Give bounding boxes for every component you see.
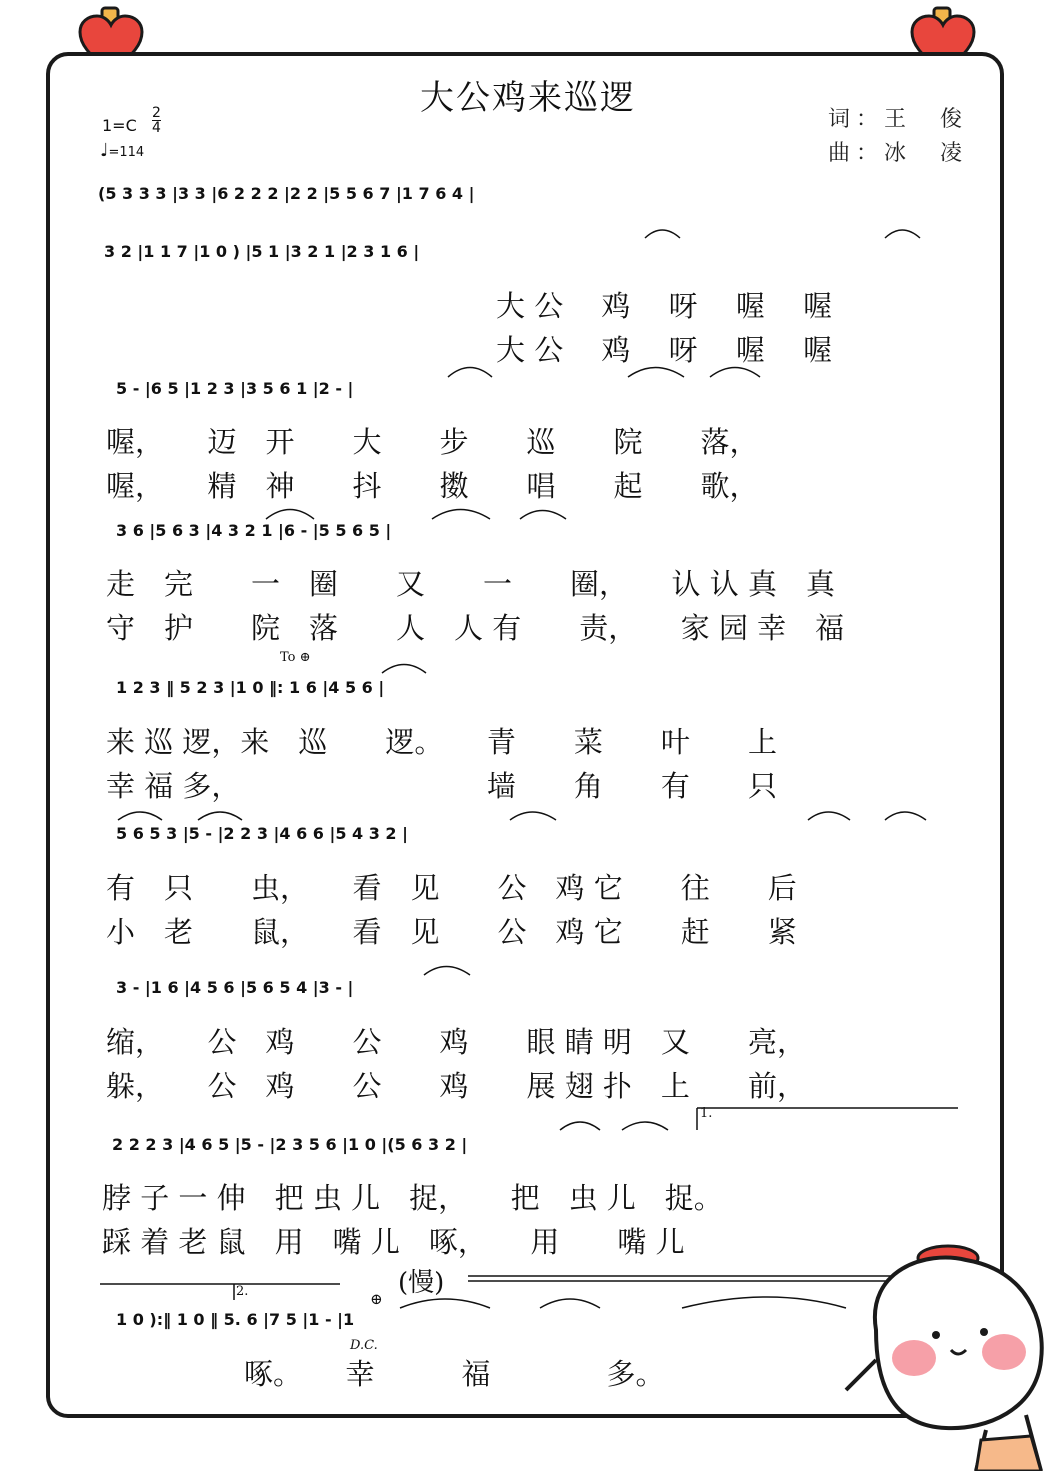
notation-row-8: 2 2 2 3 |4 6 5 |5 - |2 3 5 6 |1 0 |(5 6 3 2 | [112, 1135, 468, 1154]
lyric-line: 缩， 公 鸡 公 鸡 眼 睛 明 又 亮， [106, 1025, 806, 1059]
coda-icon: ⊕ [299, 650, 311, 665]
lyric-line: 喔， 精 神 抖 擞 唱 起 歌， [106, 469, 759, 503]
lyric-line: 来 巡 逻，来 巡 逻。 青 菜 叶 上 [106, 725, 777, 759]
coda-icon: ⊕ [370, 1290, 383, 1308]
lyric-line: 躲， 公 鸡 公 鸡 展 翅 扑 上 前， [106, 1069, 806, 1103]
lyricist-credit: 词：王 俊 [828, 107, 969, 132]
lyric-line: 大 公 鸡 呀 喔 喔 [496, 333, 833, 367]
first-ending-number: 1. [700, 1106, 713, 1121]
notation-row-3: 5 - |6 5 |1 2 3 |3 5 6 1 |2 - | [116, 379, 354, 398]
lyric-line: 走 完 一 圈 又 一 圈， 认 认 真 真 [106, 567, 835, 601]
lyric-line: 喔， 迈 开 大 步 巡 院 落， [106, 425, 759, 459]
slow-tempo-mark: (慢) [398, 1268, 445, 1298]
lyric-line: 脖 子 一 伸 把 虫 儿 捉， 把 虫 儿 捉。 [102, 1181, 723, 1215]
lyric-line: 踩 着 老 鼠 用 嘴 儿 啄， 用 嘴 儿 [102, 1225, 685, 1259]
notation-row-4: 3 6 |5 6 3 |4 3 2 1 |6 - |5 5 6 5 | [116, 521, 392, 540]
notation-row-5: 1 2 3 ‖ 5 2 3 |1 0 ‖: 1 6 |4 5 6 | [116, 678, 385, 697]
lyric-line: 小 老 鼠， 看 见 公 鸡 它 赶 紧 [106, 915, 797, 949]
key-signature: 1=C [102, 116, 137, 135]
notation-row-9: 1 0 ):‖ 1 0 ‖ 5. 6 |7 5 |1 - |1 [116, 1310, 355, 1329]
second-ending-number: 2. [236, 1284, 249, 1299]
lyric-line: 啄。 幸 福 多。 [244, 1357, 665, 1391]
composer-credit: 曲：冰 凌 [828, 141, 969, 166]
lyric-line: 幸 福 多， 墙 角 有 只 [106, 769, 777, 803]
notation-row-2: 3 2 |1 1 7 |1 0 ) |5 1 |3 2 1 |2 3 1 6 | [104, 242, 420, 261]
lyric-line: 守 护 院 落 人 人 有 责， 家 园 幸 福 [106, 611, 845, 645]
dc-mark: D.C. [350, 1338, 378, 1353]
notation-row-1: (5 3 3 3 |3 3 |6 2 2 2 |2 2 |5 5 6 7 |1 7 6 4 | [98, 184, 475, 203]
quarter-note-icon: ♩ [100, 140, 109, 161]
cat-painter-illustration [836, 1240, 1056, 1471]
song-title: 大公鸡来巡逻 [420, 78, 636, 118]
tempo-value: =114 [108, 145, 145, 160]
time-denominator: 4 [152, 120, 161, 136]
notation-row-6: 5 6 5 3 |5 - |2 2 3 |4 6 6 |5 4 3 2 | [116, 824, 408, 843]
notation-row-7: 3 - |1 6 |4 5 6 |5 6 5 4 |3 - | [116, 978, 354, 997]
lyric-line: 有 只 虫， 看 见 公 鸡 它 往 后 [106, 871, 797, 905]
to-coda-text: To [280, 650, 296, 665]
time-numerator: 2 [152, 105, 161, 121]
lyric-line: 大 公 鸡 呀 喔 喔 [496, 289, 833, 323]
